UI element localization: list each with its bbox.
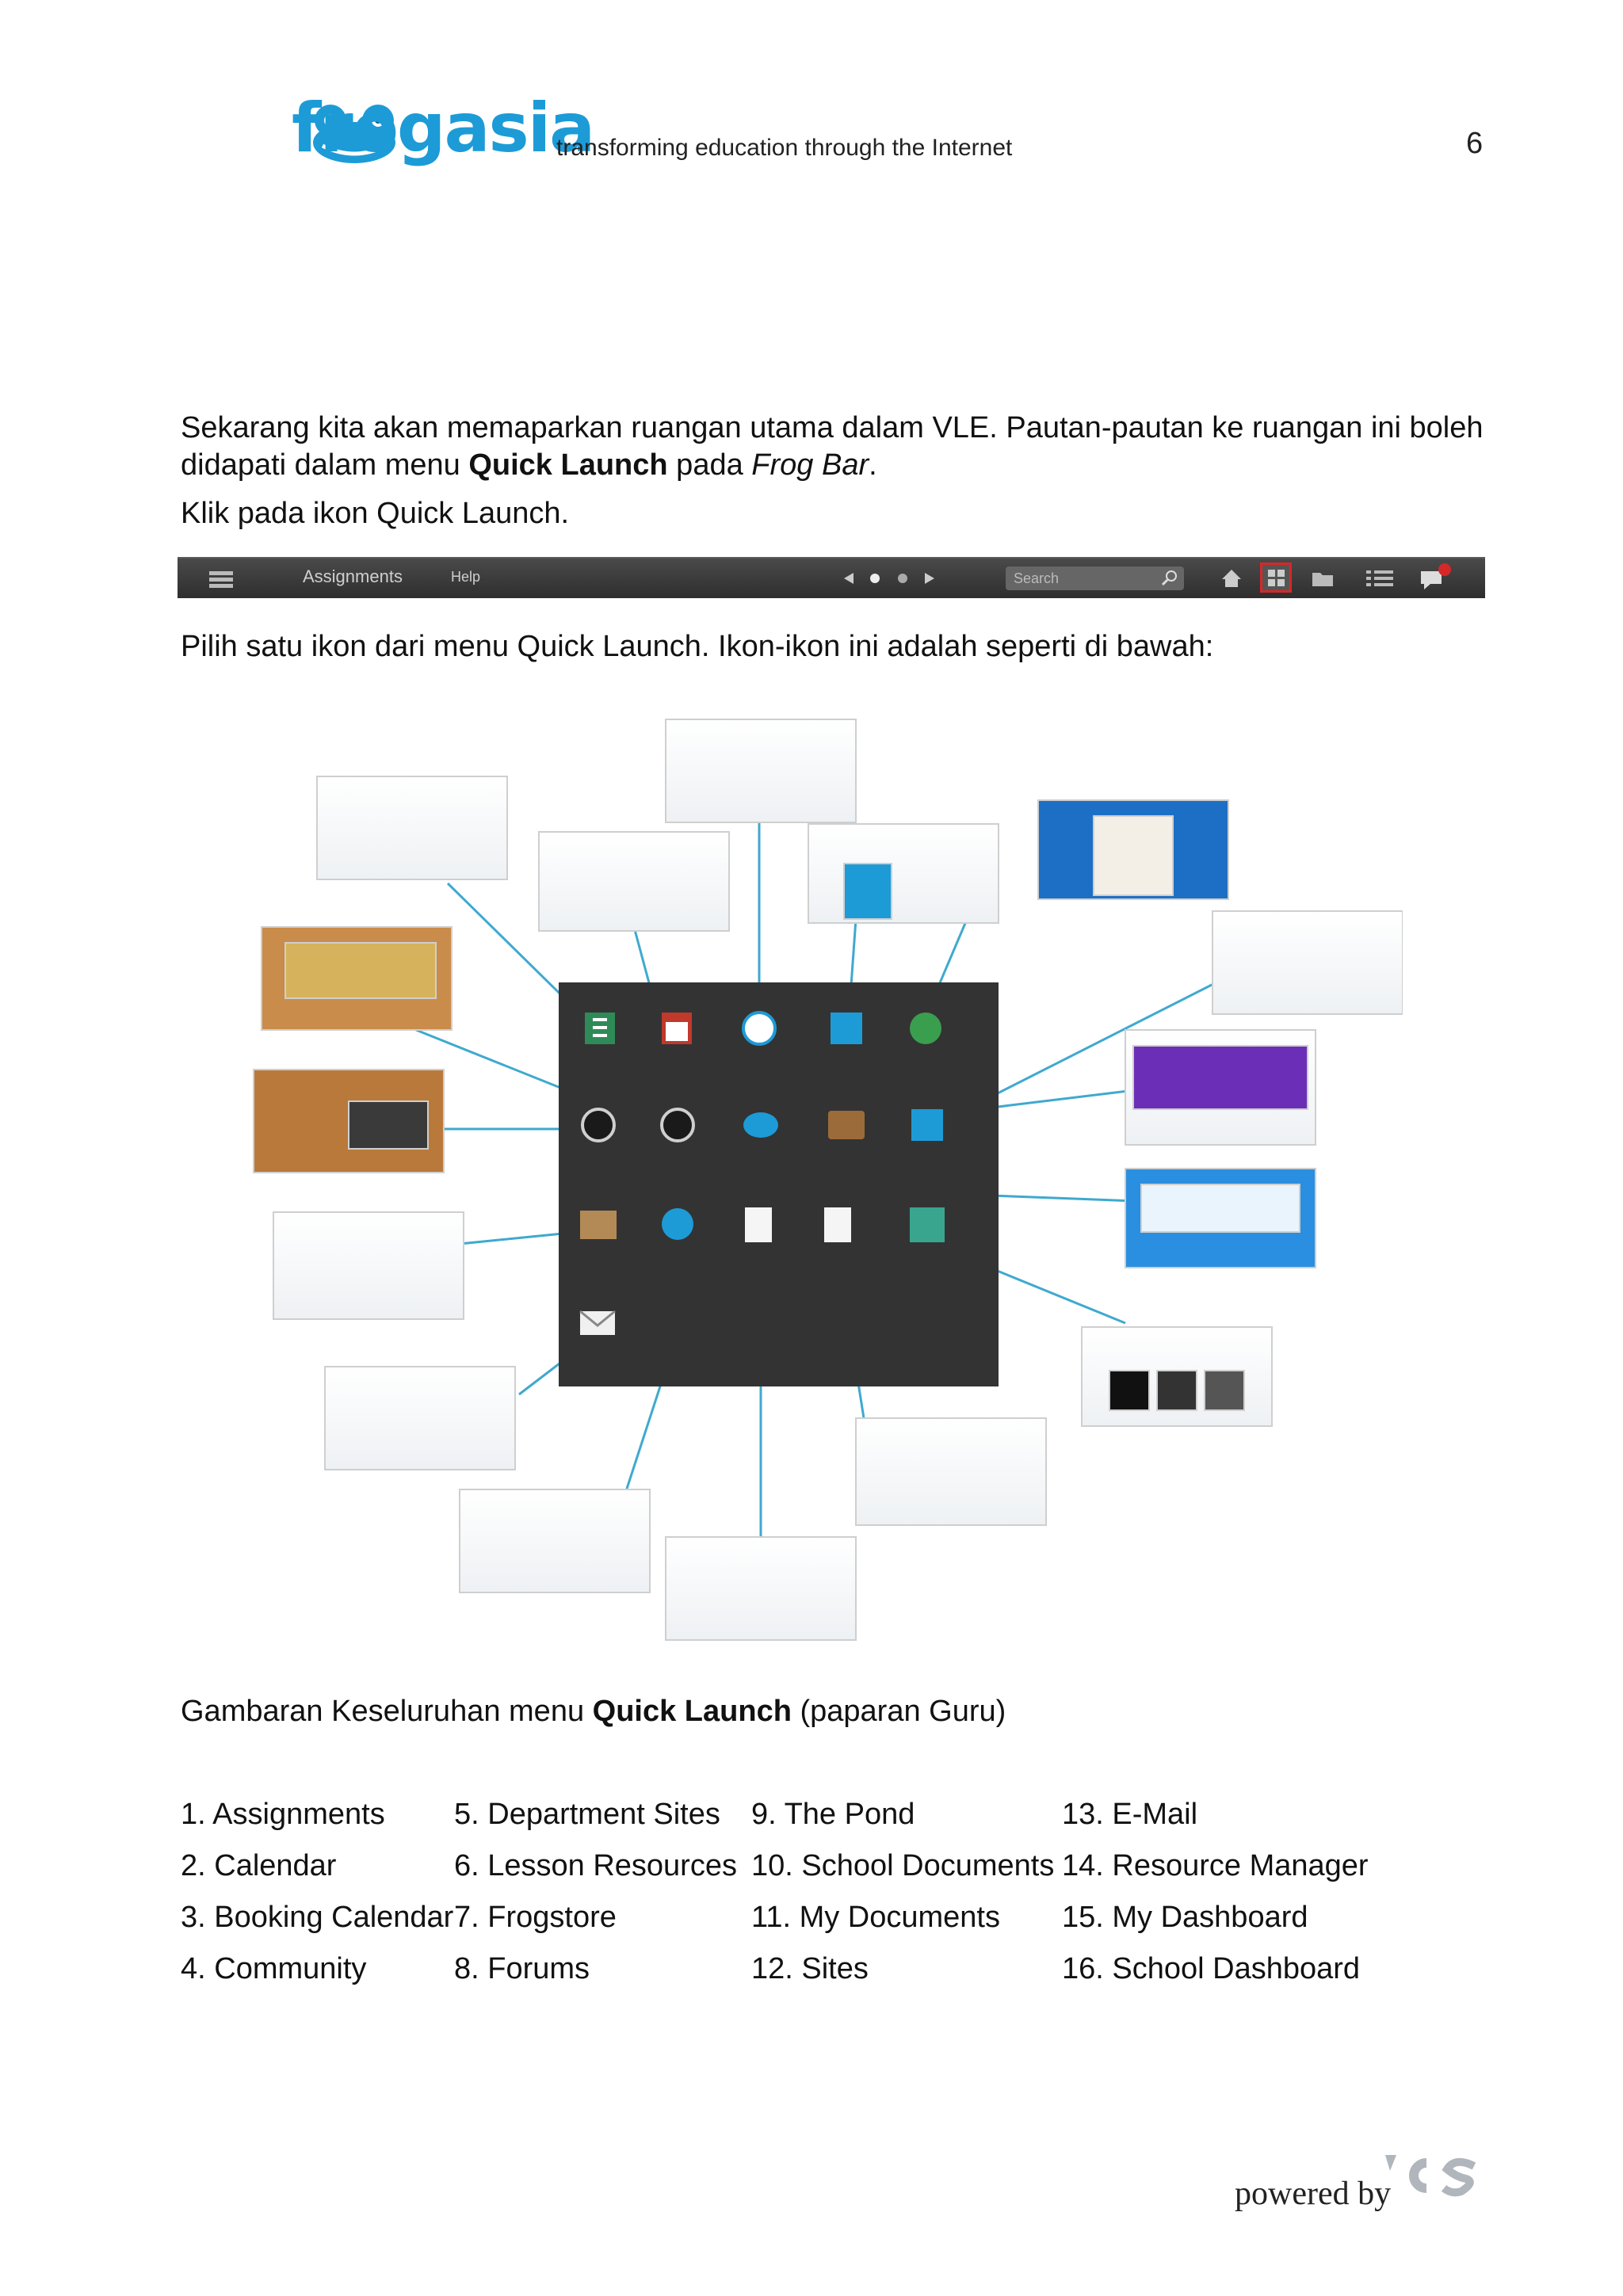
- frogasia-wordmark: frogasia: [292, 89, 594, 168]
- list-item: 14. Resource Manager: [1062, 1849, 1369, 1882]
- list-item: 11. My Documents: [751, 1901, 1000, 1934]
- school-dashboard-icon: [662, 1109, 693, 1141]
- school-documents-icon: [824, 1207, 851, 1242]
- search-icon[interactable]: [1160, 569, 1179, 588]
- email-thumbnail: [325, 1367, 515, 1470]
- list-item: 15. My Dashboard: [1062, 1901, 1308, 1934]
- booking-calendar-icon: [743, 1013, 775, 1044]
- list-item: 5. Department Sites: [454, 1798, 720, 1831]
- intro-line-3: Klik pada ikon Quick Launch.: [181, 497, 570, 530]
- frog-store-icon: [911, 1109, 943, 1141]
- powered-by-label: powered by: [1235, 2176, 1392, 2212]
- list-item: 3. Booking Calendar: [181, 1901, 454, 1934]
- booking-calendar-thumbnail: [666, 719, 856, 822]
- intro-line-2: didapati dalam menu Quick Launch pada Frog Bar.: [181, 448, 877, 482]
- my-dashboard-icon: [582, 1109, 614, 1141]
- list-item: 16. School Dashboard: [1062, 1952, 1361, 1985]
- forums-icon: [743, 1112, 778, 1138]
- frog-bar-emphasis: Frog Bar: [751, 448, 869, 482]
- community-thumbnail: [808, 824, 999, 923]
- my-documents-thumbnail: [666, 1537, 856, 1640]
- folder-icon[interactable]: [1311, 568, 1335, 589]
- list-item: 9. The Pond: [751, 1798, 915, 1831]
- page-number: 6: [1466, 127, 1484, 160]
- quick-launch-overview-diagram: [238, 697, 1403, 1656]
- frogbar-help[interactable]: Help: [451, 569, 481, 585]
- my-documents-icon: [745, 1207, 772, 1242]
- frogbar-pager[interactable]: [839, 568, 950, 589]
- header-tagline: transforming education through the Internet: [556, 135, 1013, 161]
- school-documents-thumbnail: [856, 1418, 1046, 1525]
- frogbar-assignments[interactable]: Assignments: [303, 566, 403, 586]
- list-item: 4. Community: [181, 1952, 367, 1985]
- diagram-caption: Gambaran Keseluruhan menu Quick Launch (paparan Guru): [181, 1695, 1006, 1728]
- notifications-icon[interactable]: [1418, 562, 1453, 593]
- assignments-thumbnail: [317, 776, 507, 879]
- calendar-thumbnail: [539, 832, 729, 931]
- department-sites-icon: [910, 1013, 941, 1044]
- community-icon: [831, 1013, 862, 1044]
- resource-manager-icon: [580, 1211, 617, 1239]
- instruction-text: Pilih satu ikon dari menu Quick Launch. Ikon-ikon ini adalah seperti di bawah:: [181, 630, 1214, 663]
- list-item: 1. Assignments: [181, 1798, 385, 1831]
- list-item: 13. E-Mail: [1062, 1798, 1198, 1831]
- list-item: 10. School Documents: [751, 1849, 1055, 1882]
- list-item: 6. Lesson Resources: [454, 1849, 737, 1882]
- list-item: 7. Frogstore: [454, 1901, 617, 1934]
- my-dashboard-thumbnail: [460, 1489, 650, 1592]
- quick-launch-panel: [559, 982, 999, 1386]
- frog-menu-icon[interactable]: [209, 568, 233, 589]
- list-item: 2. Calendar: [181, 1849, 337, 1882]
- frog-bar: [178, 557, 1485, 598]
- quick-launch-emphasis: Quick Launch: [468, 448, 668, 482]
- quick-launch-button[interactable]: [1260, 563, 1292, 593]
- frogbar-search-input[interactable]: Search: [1006, 566, 1184, 590]
- the-pond-icon: [910, 1207, 945, 1242]
- resource-manager-thumbnail: [273, 1212, 464, 1319]
- quick-launch-icon: [1262, 565, 1289, 590]
- frogstore-thumbnail: [1212, 911, 1403, 1014]
- sites-icon: [662, 1208, 693, 1240]
- list-item: 8. Forums: [454, 1952, 590, 1985]
- list-icon[interactable]: [1366, 568, 1393, 589]
- caption-emphasis: Quick Launch: [592, 1695, 792, 1728]
- intro-line-1: Sekarang kita akan memaparkan ruangan utama dalam VLE. Pautan-pautan ke ruangan ini boleh: [181, 411, 1484, 444]
- lesson-resources-icon: [828, 1111, 865, 1139]
- ycs-logo-icon: [1379, 2147, 1490, 2203]
- home-icon[interactable]: [1220, 568, 1243, 589]
- list-item: 12. Sites: [751, 1952, 869, 1985]
